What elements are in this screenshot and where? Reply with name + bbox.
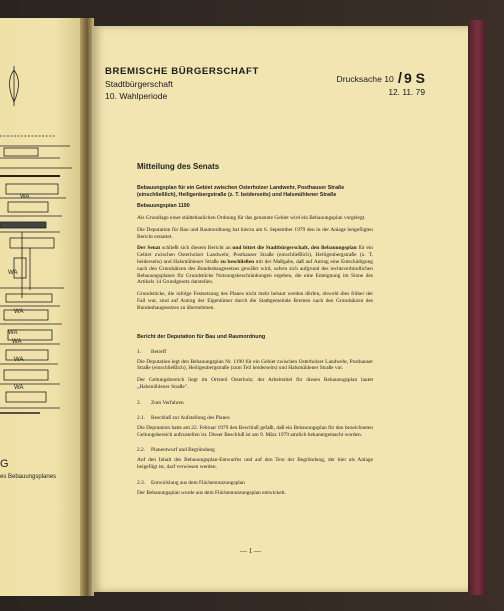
section-number: 2.2. bbox=[137, 447, 146, 454]
paragraph: Die Deputation für Bau und Raumordnung hat hierzu am 6. September 1979 den in der Anlage beigefügten Bericht erstattet. bbox=[137, 226, 373, 240]
section-number: 2.3. bbox=[137, 479, 146, 486]
map-label: WA bbox=[14, 385, 24, 391]
bold-text: zu beschließen bbox=[220, 258, 255, 265]
plan-number: Bebauungsplan 1190 bbox=[137, 203, 190, 209]
document-title: Mitteilung des Senats bbox=[137, 162, 220, 171]
text: für ein Gebiet zwischen Osterholzer Landwehr, Posthauser Straße (einschließlich), Heiligenbergstraße (z. T. beiderseits) und Halsmühlener Straße bbox=[137, 245, 373, 265]
document-body bbox=[137, 162, 373, 502]
map-fragment bbox=[0, 18, 80, 596]
section-title: Planentwurf und Begründung bbox=[151, 447, 215, 454]
bold-text: und bittet die Stadtbürgerschaft, den Bebauungsplan bbox=[232, 245, 357, 252]
section-heading bbox=[137, 447, 373, 453]
text: schließt sich diesem Bericht an bbox=[160, 245, 233, 252]
paragraph: Als Grundlage einer städtebaulichen Ordnung für das genannte Gebiet wird ein Bebauungsplan vorgelegt. bbox=[137, 215, 366, 221]
document-header bbox=[105, 66, 259, 101]
drucksache-number: 9 S bbox=[403, 70, 425, 86]
section-heading bbox=[137, 400, 373, 406]
section-heading bbox=[137, 480, 373, 486]
drucksache-separator: / bbox=[397, 70, 402, 87]
paragraph: Auf den Inhalt des Bebauungsplan-Entwurfes und auf den Text der Begründung, der hier als Anlage beigefügt ist, darf verwiesen werden. bbox=[137, 457, 373, 471]
paragraph: Die Deputation hatte am 22. Februar 1979 den Beschluß gefaßt, daß ein Bebauungsplan für den bezeichneten Geltungsbereich aufzustellen ist. Dieser Beschluß ist am 9. März 1979 amtlich bekanntgemacht worden. bbox=[137, 424, 373, 438]
map-label: WA bbox=[20, 194, 30, 200]
document-date: 12. 11. 79 bbox=[388, 87, 425, 97]
map-label: WA bbox=[8, 330, 18, 336]
paragraph: Der Bebauungsplan wurde aus dem Flächennutzungsplan entwickelt. bbox=[137, 489, 286, 496]
bold-text: Der Senat bbox=[137, 245, 161, 252]
section-number: 2. bbox=[137, 399, 142, 406]
parliament-name: BREMISCHE BÜRGERSCHAFT bbox=[105, 66, 259, 77]
left-page-letter: G bbox=[0, 458, 9, 470]
drucksache-label: Drucksache 10 bbox=[336, 74, 394, 84]
section-title: Betreff bbox=[151, 348, 167, 355]
page-number: — 1 — bbox=[240, 547, 261, 555]
map-label: WA bbox=[8, 270, 18, 276]
section-number: 1. bbox=[137, 348, 142, 355]
left-page-caption: es Bebauungsplanes bbox=[0, 474, 57, 480]
legislative-period: 10. Wahlperiode bbox=[105, 91, 168, 101]
section-heading bbox=[137, 415, 373, 421]
map-label: WA bbox=[14, 309, 24, 315]
document-reference bbox=[336, 70, 425, 97]
paragraph: Die Deputation legt den Bebauungsplan Nr. 1190 für ein Gebiet zwischen Osterholzer Landwehr, Posthauser Straße (einschließlich), Heiligenbergstraße (zum Teil beiderseits) und Halsmühlener Straße vor. bbox=[137, 358, 373, 372]
cover-edge bbox=[470, 20, 486, 595]
text: mit der Maßgabe, daß auf Antrag eine Entschädigung nach den Grundsätzen des Bundesbaugesetzes gewährt wird, sofern sich aufgrund des rechtsverbindlichen Bebauungsplanes für Grundstücke Nutzungsbeschränkungen ergeben, die eine Enteignung im Sinne des Artikels 14 Grundgesetz darstellen. bbox=[137, 258, 373, 286]
document-subject: Bebauungsplan für ein Gebiet zwischen Osterholzer Landwehr, Posthauser Straße (einschließlich), Heiligenbergstraße (z. T. beiderseits) und Halsmühlener Straße bbox=[137, 185, 345, 198]
map-label: WA bbox=[12, 339, 22, 345]
section-number: 2.1. bbox=[137, 414, 146, 421]
section-heading bbox=[137, 349, 373, 355]
report-heading: Bericht der Deputation für Bau und Raumordnung bbox=[137, 333, 266, 340]
map-label: WA bbox=[14, 357, 24, 363]
section-title: Zum Verfahren bbox=[151, 399, 184, 406]
paragraph: Grundstücke, die infolge Festsetzung des Planes nicht mehr bebaut werden dürfen, obwohl dies früher der Fall war, sind auf Antrag der Eigentümer durch die Stadtgemeinde Bremen nach den Grundsätzen des Bundesbaugesetzes zu übernehmen. bbox=[137, 291, 373, 311]
senate-request-paragraph bbox=[137, 245, 373, 286]
section-title: Entwicklung aus dem Flächennutzungsplan bbox=[151, 479, 245, 486]
left-page bbox=[0, 18, 80, 596]
section-title: Beschluß zur Aufstellung des Planes bbox=[151, 414, 230, 421]
paragraph: Der Geltungsbereich liegt im Ortsteil Osterholz; der Arbeitstitel für diesen Bebauungsplan lautet „Halsmühlener Straße". bbox=[137, 377, 373, 390]
assembly-name: Stadtbürgerschaft bbox=[105, 79, 173, 89]
